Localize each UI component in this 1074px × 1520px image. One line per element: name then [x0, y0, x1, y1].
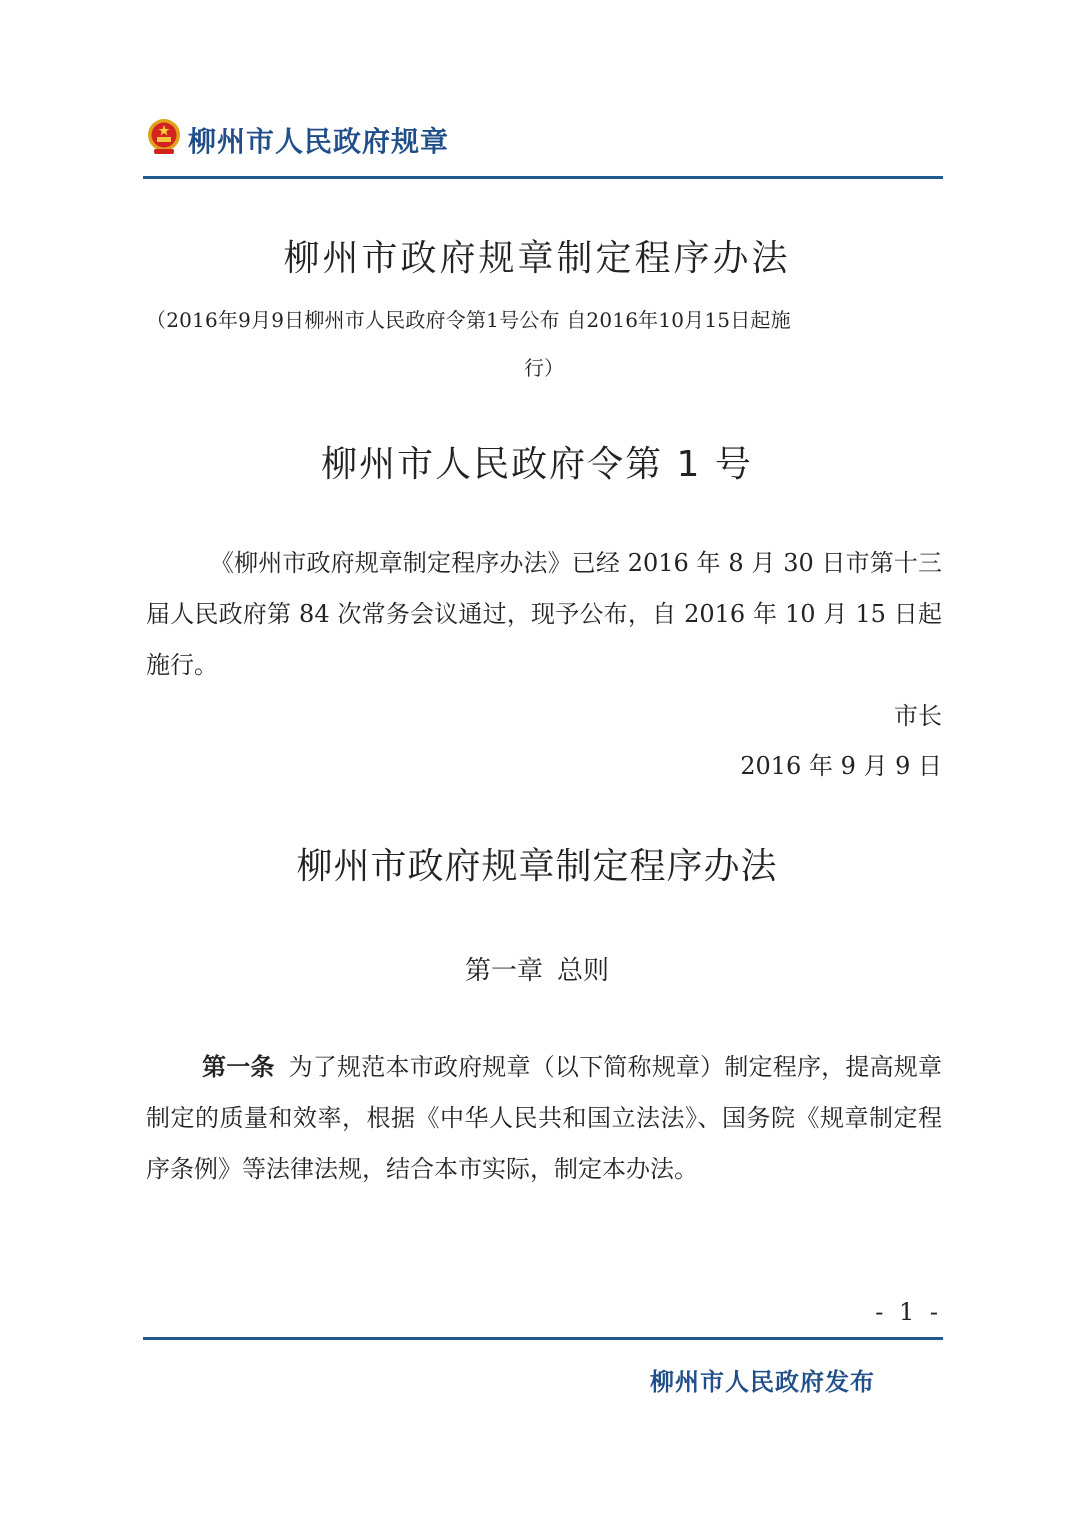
article-text: 为了规范本市政府规章（以下简称规章）制定程序，提高规章制定的质量和效率，根据《中华人民共和国立法法》、国务院《规章制定程序条例》等法律法规，结合本市实际，制定本办法。	[146, 1053, 943, 1183]
decree-paragraph: 《柳州市政府规章制定程序办法》已经 2016 年 8 月 30 日市第十三届人民政府第 84 次常务会议通过，现予公布，自 2016 年 10 月 15 日起施行。	[146, 549, 942, 679]
decree-date: 2016 年 9 月 9 日	[740, 752, 942, 780]
publication-note-line-2: 行）	[524, 356, 564, 380]
chapter-name: 总则	[557, 956, 610, 986]
page-header	[146, 116, 942, 160]
document-title: 柳州市政府规章制定程序办法	[283, 238, 791, 279]
publication-note	[146, 296, 942, 392]
publication-note-line-1: （2016年9月9日柳州市人民政府令第1号公布 自2016年10月15日起施	[146, 308, 791, 332]
article-label: 第一条	[202, 1053, 275, 1081]
regulation-title: 柳州市政府规章制定程序办法	[296, 846, 778, 887]
header-title: 柳州市人民政府规章	[188, 125, 450, 158]
decree-title: 柳州市人民政府令第 1 号	[321, 444, 753, 485]
footer-divider	[143, 1337, 943, 1340]
page-number: - 1 -	[875, 1298, 942, 1326]
chapter-number: 第一章	[464, 956, 543, 986]
header-divider	[143, 176, 943, 179]
footer-publisher: 柳州市人民政府发布	[650, 1368, 875, 1396]
chapter-heading	[0, 950, 1074, 987]
national-emblem-icon	[146, 118, 182, 156]
article-paragraph	[146, 1042, 942, 1195]
signer-title: 市长	[894, 702, 942, 730]
